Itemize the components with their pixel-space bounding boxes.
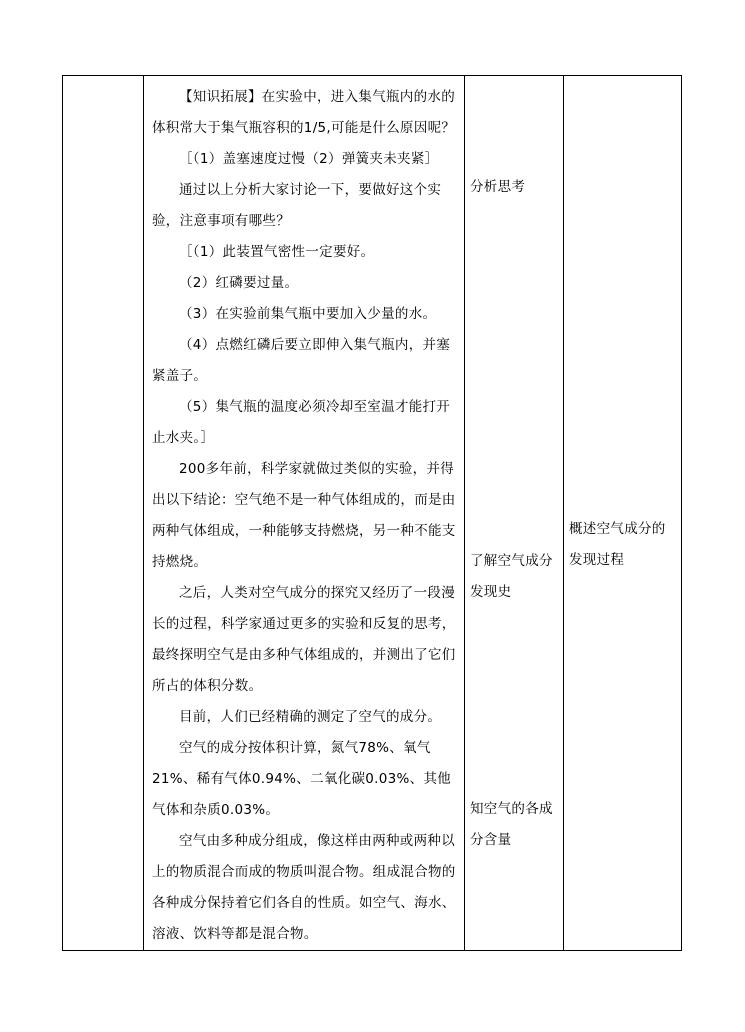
student-activity-1: 分析思考 (470, 179, 526, 195)
student-activity-3: 知空气的各成分含量 (470, 801, 553, 848)
paragraph: 目前，人们已经精确的测定了空气的成分。 (179, 709, 442, 725)
paragraph: 空气由多种成分组成，像这样由两种或两种以上的物质混合而成的物质叫混合物。组成混合物的各种成分保持着它们各自的性质。如空气、海水、溶液、饮料等都是混合物。 (152, 833, 456, 942)
paragraph: 【知识拓展】在实验中，进入集气瓶内的水的体积常大于集气瓶容积的1/5,可能是什么原因呢？ (152, 89, 456, 136)
teacher-activity-cell (144, 76, 465, 951)
paragraph: （5）集气瓶的温度必须冷却至室温才能打开止水夹。］ (152, 399, 451, 446)
blank-stage-cell (63, 76, 144, 951)
paragraph: ［（1）盖塞速度过慢（2）弹簧夹未夹紧］ (179, 151, 439, 167)
table-row (63, 76, 682, 951)
paragraph: （3）在实验前集气瓶中要加入少量的水。 (179, 306, 437, 322)
paragraph: ［（1）此装置气密性一定要好。 (179, 244, 375, 260)
paragraph: 通过以上分析大家讨论一下，要做好这个实验，注意事项有哪些？ (152, 182, 442, 229)
paragraph: 空气的成分按体积计算，氮气78%、氧气21%、稀有气体0.94%、二氧化碳0.03%、其他气体和杂质0.03%。 (152, 740, 452, 818)
teacher-activity-text (144, 76, 464, 950)
student-activity-2: 了解空气成分发现史 (470, 553, 553, 600)
paragraph: （4）点燃红磷后要立即伸入集气瓶内，并塞紧盖子。 (152, 337, 451, 384)
design-intent-text: 概述空气成分的发现过程 (569, 521, 666, 568)
paragraph: 之后，人类对空气成分的探究又经历了一段漫长的过程，科学家通过更多的实验和反复的思考，最终探明空气是由多种气体组成的，并测出了它们所占的体积分数。 (152, 585, 456, 694)
lesson-plan-table (62, 75, 682, 951)
paragraph: 200多年前，科学家就做过类似的实验，并得出以下结论：空气绝不是一种气体组成的，而是由两种气体组成，一种能够支持燃烧，另一种不能支持燃烧。 (152, 461, 456, 570)
student-activity-cell (465, 76, 564, 951)
design-intent-cell (564, 76, 682, 951)
paragraph: （2）红磷要过量。 (179, 275, 299, 291)
